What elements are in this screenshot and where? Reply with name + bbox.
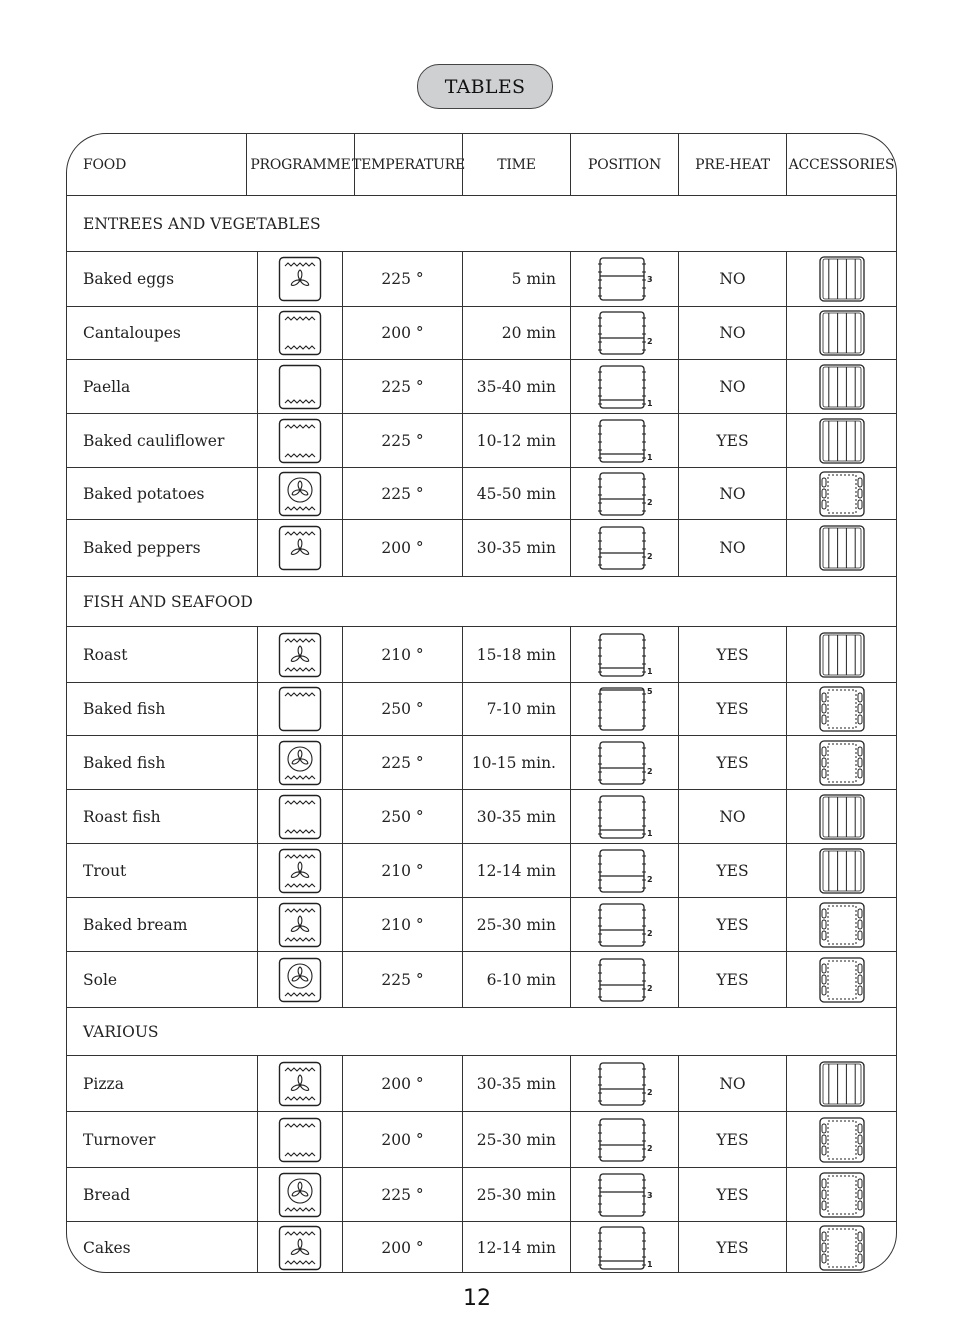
- svg-text:1: 1: [646, 1259, 653, 1269]
- time-cell: 25-30 min: [462, 898, 570, 951]
- time-cell: 20 min: [462, 307, 570, 359]
- oven-position-icon: [596, 1060, 654, 1108]
- page-number: 12: [463, 1286, 491, 1311]
- accessory-cell: [786, 736, 896, 789]
- preheat-cell: NO: [678, 1056, 786, 1111]
- programme-cell: [257, 952, 342, 1007]
- position-cell: [570, 790, 678, 843]
- position-cell: [570, 683, 678, 735]
- food-cell: Baked peppers: [83, 539, 201, 557]
- food-cell: Paella: [83, 377, 131, 396]
- oven-position-icon: [596, 470, 654, 518]
- time-cell: 15-18 min: [462, 627, 570, 682]
- programme-cell: [257, 468, 342, 519]
- header-programme: PROGRAMME: [246, 134, 354, 195]
- svg-text:1: 1: [646, 398, 653, 408]
- table-row: [67, 626, 896, 682]
- oven-position-icon: [596, 901, 654, 949]
- accessory-cell: [786, 1168, 896, 1221]
- position-cell: [570, 952, 678, 1007]
- preheat-cell: YES: [678, 414, 786, 467]
- svg-text:2: 2: [646, 552, 653, 561]
- preheat-cell: YES: [678, 1168, 786, 1221]
- programme-cell: [257, 627, 342, 682]
- food-cell: Cakes: [83, 1238, 131, 1257]
- food-cell: Roast: [83, 645, 128, 664]
- temperature-cell: 200 °: [342, 1112, 462, 1167]
- preheat-cell: YES: [678, 952, 786, 1007]
- svg-text:3: 3: [646, 275, 653, 284]
- food-cell: Pizza: [83, 1074, 124, 1093]
- temperature-cell: 210 °: [342, 898, 462, 951]
- oven-position-icon: [596, 793, 654, 841]
- baking-tray-icon: [818, 1224, 866, 1272]
- header-time: TIME: [462, 134, 570, 195]
- svg-text:2: 2: [646, 766, 653, 776]
- grill-rack-icon: [818, 793, 866, 841]
- section-row: [67, 1007, 896, 1055]
- svg-text:3: 3: [646, 1190, 653, 1200]
- position-cell: [570, 307, 678, 359]
- programme-cell: [257, 1056, 342, 1111]
- fan-top-bottom-icon: [278, 848, 322, 894]
- accessory-cell: [786, 307, 896, 359]
- table-row: [67, 1055, 896, 1111]
- accessory-cell: [786, 952, 896, 1007]
- position-cell: [570, 844, 678, 897]
- accessory-cell: [786, 1056, 896, 1111]
- top-heat-icon: [278, 686, 322, 732]
- top-bottom-heat-icon: [278, 310, 322, 356]
- baking-tray-icon: [818, 1171, 866, 1219]
- oven-position-icon: [596, 739, 654, 787]
- cooking-table: [66, 133, 897, 1273]
- temperature-cell: 225 °: [342, 1168, 462, 1221]
- time-cell: 7-10 min: [462, 683, 570, 735]
- preheat-cell: YES: [678, 898, 786, 951]
- table-row: [67, 682, 896, 735]
- baking-tray-icon: [818, 1116, 866, 1164]
- temperature-cell: 210 °: [342, 627, 462, 682]
- accessory-cell: [786, 468, 896, 519]
- preheat-cell: YES: [678, 1112, 786, 1167]
- oven-position-icon: [596, 417, 654, 465]
- programme-cell: [257, 1168, 342, 1221]
- food-cell: Roast fish: [83, 807, 161, 826]
- time-cell: 35-40 min: [462, 360, 570, 413]
- hot-air-icon: [278, 1172, 322, 1218]
- grill-rack-icon: [818, 363, 866, 411]
- section-row: [67, 195, 896, 251]
- baking-tray-icon: [818, 739, 866, 787]
- svg-text:2: 2: [646, 1087, 653, 1097]
- time-cell: 12-14 min: [462, 1222, 570, 1273]
- preheat-cell: YES: [678, 844, 786, 897]
- temperature-cell: 225 °: [342, 414, 462, 467]
- table-row: [67, 1167, 896, 1221]
- position-cell: [570, 736, 678, 789]
- temperature-cell: 225 °: [342, 468, 462, 519]
- table-row: [67, 897, 896, 951]
- page-title: TABLES: [417, 64, 553, 109]
- time-cell: 6-10 min: [462, 952, 570, 1007]
- table-row: [67, 251, 896, 306]
- hot-air-icon: [278, 957, 322, 1003]
- time-cell: 10-15 min.: [462, 736, 570, 789]
- programme-cell: [257, 1112, 342, 1167]
- accessory-cell: [786, 844, 896, 897]
- grill-rack-icon: [818, 417, 866, 465]
- top-bottom-heat-icon: [278, 1117, 322, 1163]
- food-cell: Baked fish: [83, 753, 166, 772]
- accessory-cell: [786, 1112, 896, 1167]
- position-cell: [570, 627, 678, 682]
- hot-air-icon: [278, 471, 322, 517]
- position-cell: [570, 1112, 678, 1167]
- programme-cell: [257, 736, 342, 789]
- table-row: [67, 359, 896, 413]
- preheat-cell: YES: [678, 1222, 786, 1273]
- top-bottom-heat-icon: [278, 418, 322, 464]
- temperature-cell: 250 °: [342, 790, 462, 843]
- temperature-cell: 200 °: [342, 1222, 462, 1273]
- fan-top-bottom-icon: [278, 1061, 322, 1107]
- oven-position-icon: [596, 524, 654, 572]
- position-cell: [570, 468, 678, 519]
- oven-position-icon: [596, 363, 654, 411]
- table-row: [67, 1221, 896, 1273]
- table-row: [67, 789, 896, 843]
- header-position: POSITION: [570, 134, 678, 195]
- fan-grill-icon: [278, 256, 322, 302]
- time-cell: 10-12 min: [462, 414, 570, 467]
- table-row: [67, 467, 896, 519]
- grill-rack-icon: [818, 1060, 866, 1108]
- food-cell: Baked cauliflower: [83, 431, 225, 450]
- grill-rack-icon: [818, 631, 866, 679]
- temperature-cell: 225 °: [342, 252, 462, 306]
- section-title: FISH AND SEAFOOD: [83, 592, 253, 611]
- oven-position-icon: [596, 1116, 654, 1164]
- accessory-cell: [786, 520, 896, 576]
- position-cell: [570, 1222, 678, 1273]
- preheat-cell: YES: [678, 627, 786, 682]
- table-row: [67, 843, 896, 897]
- temperature-cell: 200 °: [342, 1056, 462, 1111]
- position-cell: [570, 1168, 678, 1221]
- table-row: [67, 306, 896, 359]
- section-title: ENTREES AND VEGETABLES: [83, 214, 321, 233]
- grill-rack-icon: [818, 847, 866, 895]
- temperature-cell: 225 °: [342, 736, 462, 789]
- accessory-cell: [786, 360, 896, 413]
- food-cell: Baked fish: [83, 700, 166, 718]
- programme-cell: [257, 520, 342, 576]
- food-cell: Cantaloupes: [83, 324, 181, 342]
- oven-position-icon: [596, 1171, 654, 1219]
- time-cell: 45-50 min: [462, 468, 570, 519]
- time-cell: 25-30 min: [462, 1168, 570, 1221]
- svg-text:2: 2: [646, 874, 653, 884]
- programme-cell: [257, 307, 342, 359]
- table-row: [67, 413, 896, 467]
- food-cell: Bread: [83, 1185, 131, 1204]
- fan-top-bottom-icon: [278, 902, 322, 948]
- header-accessories: ACCESSORIES: [786, 134, 896, 195]
- fan-grill-icon: [278, 525, 322, 571]
- programme-cell: [257, 844, 342, 897]
- top-bottom-heat-icon: [278, 794, 322, 840]
- programme-cell: [257, 252, 342, 306]
- svg-text:1: 1: [646, 452, 653, 462]
- fan-top-bottom-icon: [278, 1225, 322, 1271]
- position-cell: [570, 1056, 678, 1111]
- oven-position-icon: [596, 255, 654, 303]
- preheat-cell: NO: [678, 360, 786, 413]
- programme-cell: [257, 790, 342, 843]
- oven-position-icon: [596, 631, 654, 679]
- programme-cell: [257, 360, 342, 413]
- temperature-cell: 210 °: [342, 844, 462, 897]
- programme-cell: [257, 683, 342, 735]
- svg-text:2: 2: [646, 497, 653, 507]
- table-row: [67, 519, 896, 576]
- oven-position-icon: [596, 309, 654, 357]
- time-cell: 30-35 min: [462, 520, 570, 576]
- grill-rack-icon: [818, 524, 866, 572]
- oven-position-icon: [596, 956, 654, 1004]
- preheat-cell: YES: [678, 736, 786, 789]
- preheat-cell: NO: [678, 468, 786, 519]
- header-row: [67, 134, 896, 195]
- preheat-cell: NO: [678, 252, 786, 306]
- accessory-cell: [786, 627, 896, 682]
- baking-tray-icon: [818, 956, 866, 1004]
- svg-text:2: 2: [646, 928, 653, 938]
- programme-cell: [257, 898, 342, 951]
- header-food: FOOD: [83, 156, 127, 173]
- grill-rack-icon: [818, 309, 866, 357]
- preheat-cell: NO: [678, 790, 786, 843]
- hot-air-icon: [278, 740, 322, 786]
- temperature-cell: 225 °: [342, 952, 462, 1007]
- baking-tray-icon: [818, 470, 866, 518]
- time-cell: 30-35 min: [462, 790, 570, 843]
- accessory-cell: [786, 898, 896, 951]
- food-cell: Turnover: [83, 1130, 156, 1149]
- oven-position-icon: [596, 847, 654, 895]
- position-cell: [570, 360, 678, 413]
- table-row: [67, 951, 896, 1007]
- svg-text:1: 1: [646, 828, 653, 838]
- table-row: [67, 1111, 896, 1167]
- svg-text:5: 5: [646, 687, 653, 696]
- header-preheat: PRE-HEAT: [678, 134, 786, 195]
- oven-position-icon: [596, 685, 654, 733]
- section-title: VARIOUS: [83, 1022, 159, 1041]
- accessory-cell: [786, 1222, 896, 1273]
- food-cell: Baked bream: [83, 915, 188, 934]
- time-cell: 30-35 min: [462, 1056, 570, 1111]
- temperature-cell: 250 °: [342, 683, 462, 735]
- fan-top-bottom-icon: [278, 632, 322, 678]
- temperature-cell: 225 °: [342, 360, 462, 413]
- food-cell: Trout: [83, 861, 127, 880]
- preheat-cell: NO: [678, 520, 786, 576]
- oven-position-icon: [596, 1224, 654, 1272]
- preheat-cell: NO: [678, 307, 786, 359]
- temperature-cell: 200 °: [342, 307, 462, 359]
- svg-text:2: 2: [646, 983, 653, 993]
- svg-text:2: 2: [646, 1143, 653, 1153]
- grill-rack-icon: [818, 255, 866, 303]
- programme-cell: [257, 414, 342, 467]
- section-row: [67, 576, 896, 626]
- food-cell: Baked eggs: [83, 270, 175, 288]
- preheat-cell: YES: [678, 683, 786, 735]
- accessory-cell: [786, 683, 896, 735]
- position-cell: [570, 520, 678, 576]
- header-temperature: TEMPERATURE: [354, 134, 462, 195]
- position-cell: [570, 414, 678, 467]
- position-cell: [570, 898, 678, 951]
- accessory-cell: [786, 790, 896, 843]
- time-cell: 5 min: [462, 252, 570, 306]
- baking-tray-icon: [818, 901, 866, 949]
- baking-tray-icon: [818, 685, 866, 733]
- time-cell: 25-30 min: [462, 1112, 570, 1167]
- accessory-cell: [786, 252, 896, 306]
- programme-cell: [257, 1222, 342, 1273]
- position-cell: [570, 252, 678, 306]
- accessory-cell: [786, 414, 896, 467]
- food-cell: Baked potatoes: [83, 484, 205, 503]
- time-cell: 12-14 min: [462, 844, 570, 897]
- food-cell: Sole: [83, 970, 118, 989]
- bottom-heat-icon: [278, 364, 322, 410]
- svg-text:2: 2: [646, 337, 653, 346]
- svg-text:1: 1: [646, 666, 653, 676]
- table-row: [67, 735, 896, 789]
- temperature-cell: 200 °: [342, 520, 462, 576]
